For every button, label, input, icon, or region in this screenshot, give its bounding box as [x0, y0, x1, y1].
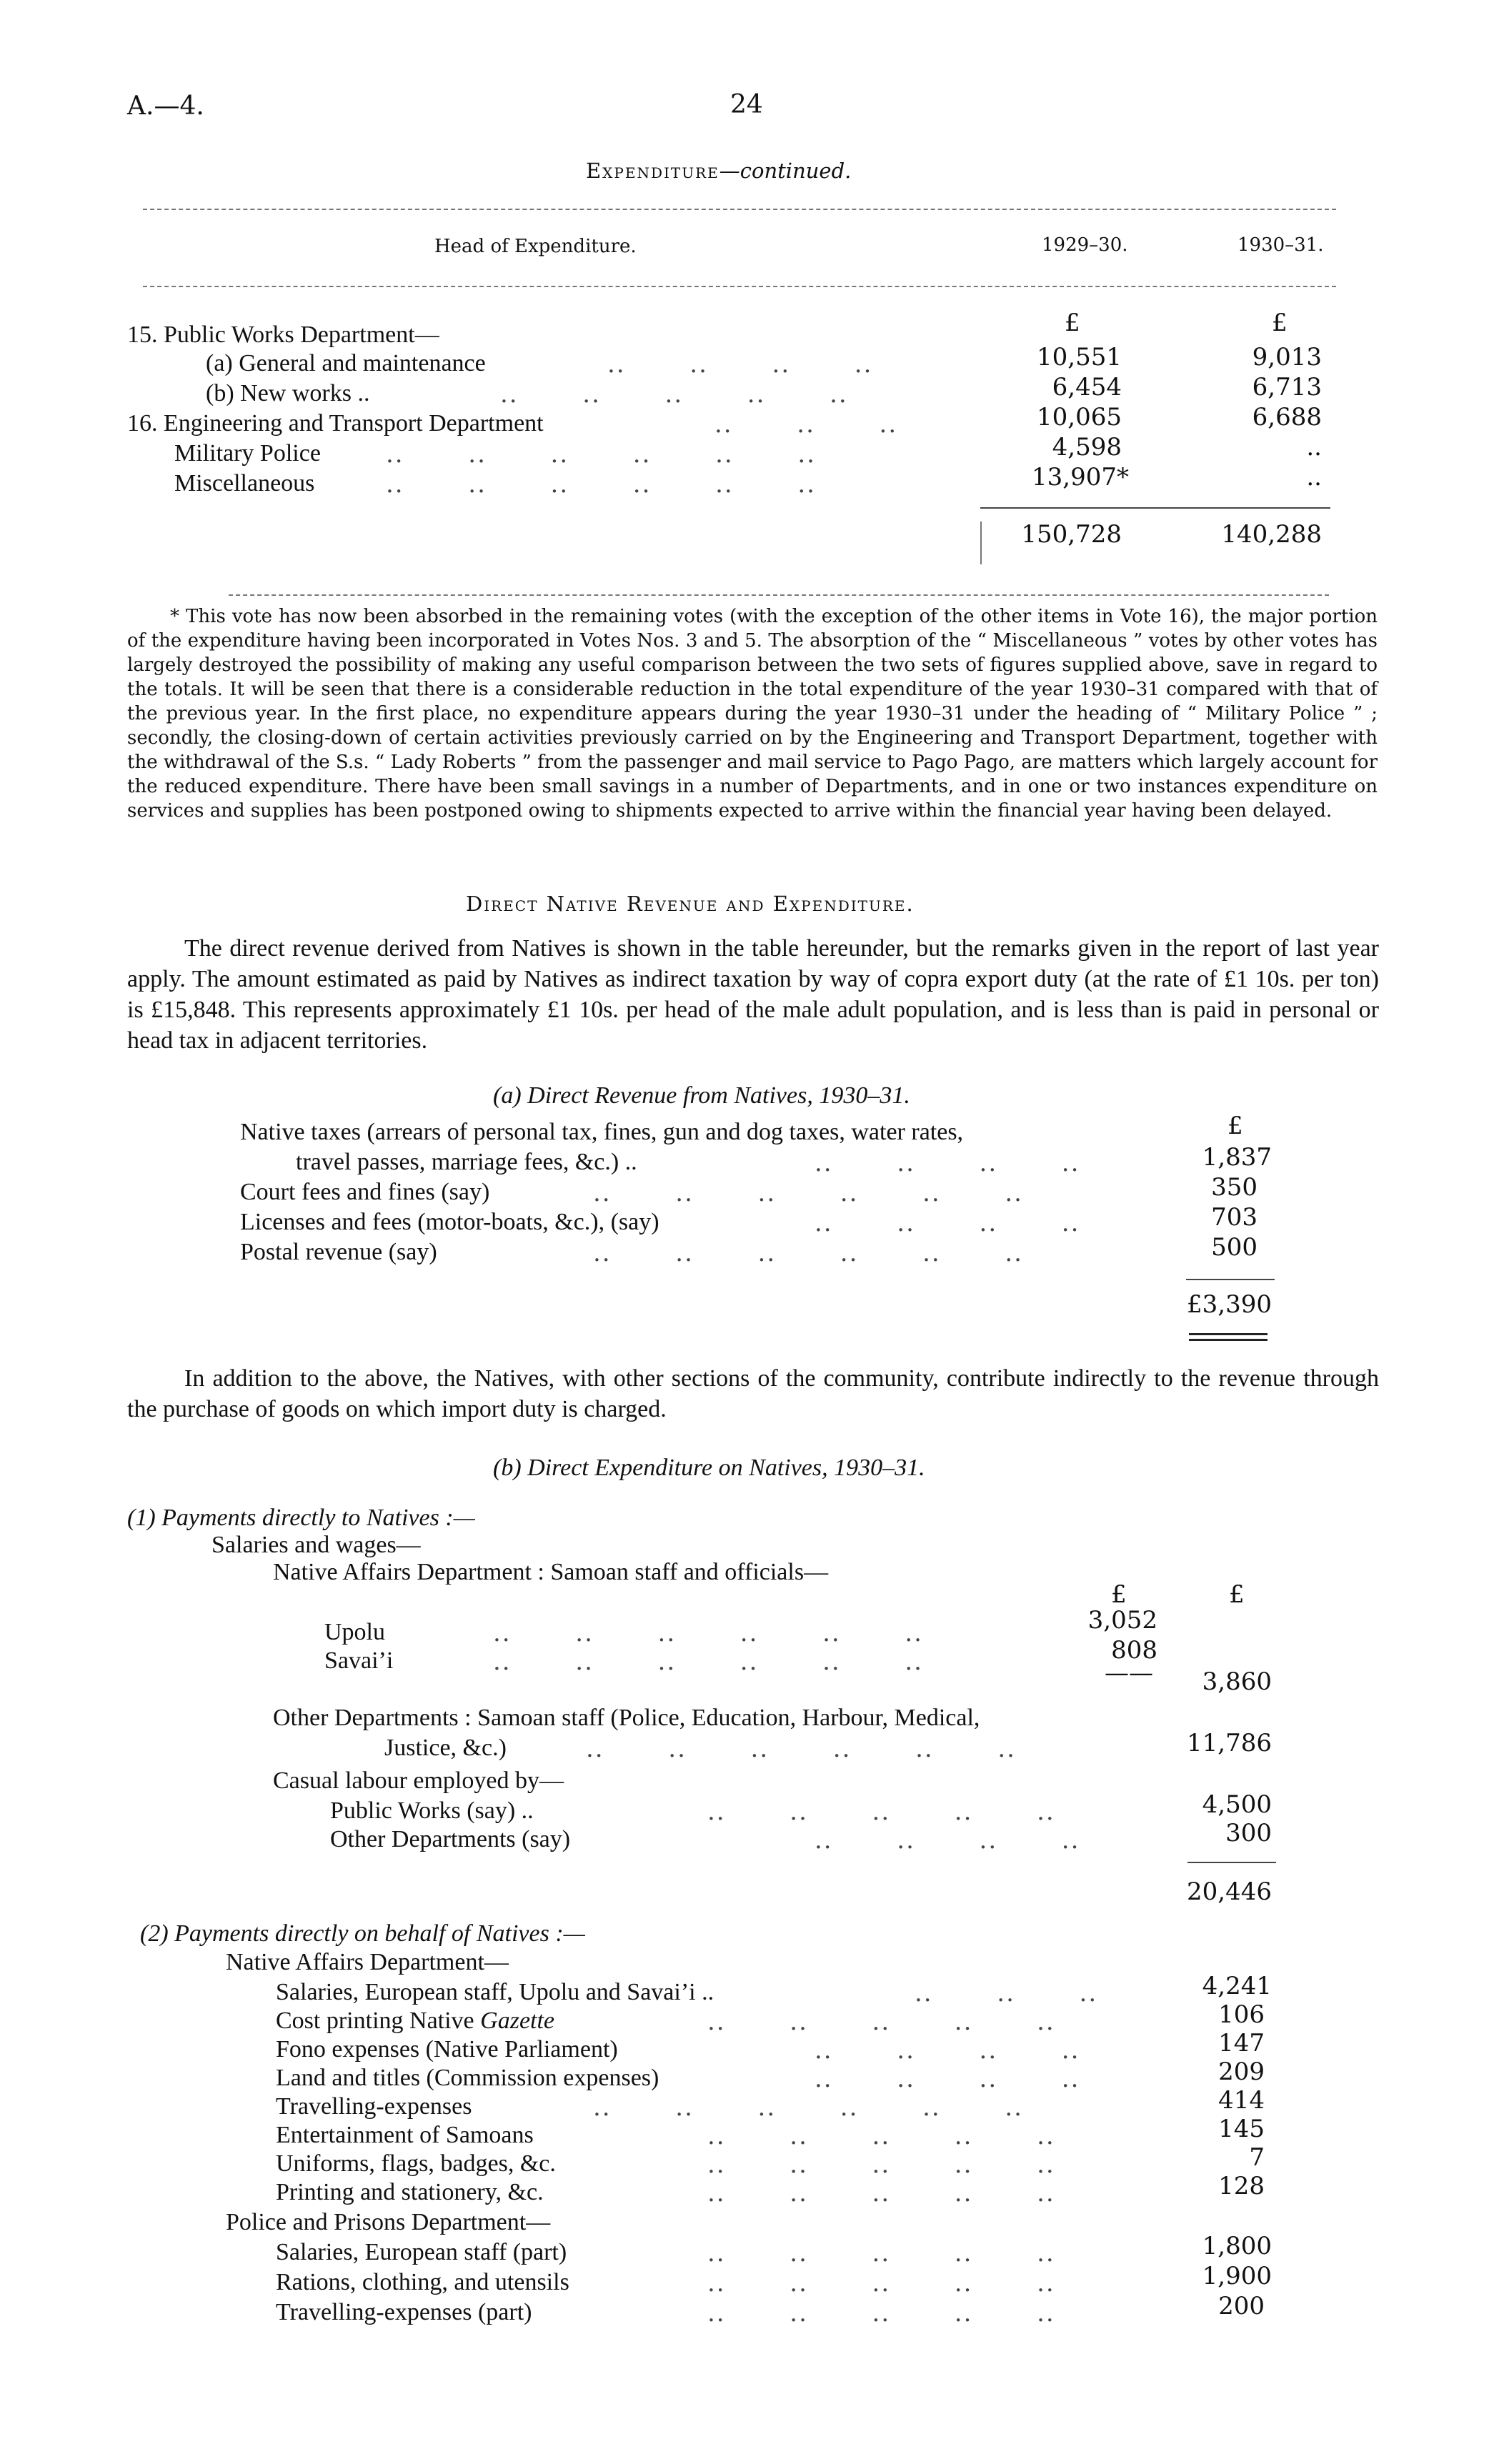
section2-title: (2) Payments directly on behalf of Natives :—	[140, 1920, 585, 1947]
table-header-rule	[143, 286, 1336, 287]
leader-dots: .. .. .. .. .. ..	[493, 1647, 923, 1676]
naa-item-label: Printing and stationery, &c.	[276, 2179, 544, 2205]
section1-total-rule	[1187, 1862, 1276, 1863]
naa-item-value: 145	[1218, 2115, 1265, 2143]
gazette-italic: Gazette	[480, 2007, 555, 2034]
expenditure-total-1929: 150,728	[1021, 520, 1122, 549]
revenue-total-rule	[1186, 1279, 1275, 1280]
other-departments-label: Other Departments : Samoan staff (Police, Education, Harbour, Medical,	[273, 1705, 980, 1731]
table-top-rule	[143, 209, 1336, 210]
expenditure-value-1929: 13,907*	[1032, 463, 1129, 492]
total-divider	[980, 522, 982, 564]
expenditure-row-label: 16. Engineering and Transport Department	[127, 410, 544, 437]
revenue-double-rule	[1189, 1339, 1268, 1341]
revenue-total: £3,390	[1187, 1290, 1272, 1319]
addition-paragraph: In addition to the above, the Natives, with other sections of the community, contribute indirectly to the revenue through the purchase of goods on which import duty is charged.	[127, 1365, 1379, 1422]
expenditure-value-1930: 6,688	[1252, 403, 1322, 432]
expenditure-title-cont: —continued.	[719, 159, 852, 183]
upolu-value: 3,052	[1087, 1606, 1157, 1635]
revenue-row-label: Native taxes (arrears of personal tax, fines, gun and dog taxes, water rates,	[240, 1119, 964, 1145]
expenditure-value-1930: ..	[1306, 463, 1322, 492]
leader-dots: .. .. .. .. ..	[707, 2122, 1055, 2150]
police-item-label: Salaries, European staff (part)	[276, 2239, 567, 2265]
currency-1930: £	[1272, 309, 1288, 337]
revenue-value: 500	[1211, 1233, 1258, 1262]
other-departments-casual-value: 300	[1225, 1819, 1272, 1847]
leader-dots: .. .. .. .. .. ..	[593, 2093, 1023, 2122]
leader-dots: .. .. .. .. ..	[707, 2179, 1055, 2208]
naa-item-value: 209	[1218, 2058, 1265, 2086]
footnote-rule	[229, 594, 1329, 596]
currency-col-b: £	[1229, 1580, 1245, 1609]
expenditure-value-1929: 10,065	[1037, 403, 1122, 432]
naa-item-label-text: Cost printing Native	[276, 2007, 481, 2034]
public-works-label: Public Works (say) ..	[330, 1797, 534, 1824]
currency-col-a: £	[1111, 1580, 1127, 1609]
revenue-row-label: Postal revenue (say)	[240, 1239, 437, 1265]
leader-dots: .. .. .. .. .. ..	[386, 440, 816, 469]
col-1929-30-header: 1929–30.	[1042, 234, 1128, 256]
revenue-row-label: Court fees and fines (say)	[240, 1179, 490, 1205]
revenue-currency: £	[1227, 1112, 1243, 1140]
other-departments-label-cont: Justice, &c.)	[384, 1735, 507, 1761]
leader-dots: .. .. ..	[915, 1979, 1098, 2007]
leader-dots: .. .. .. ..	[607, 350, 873, 379]
leader-dots: .. .. .. ..	[815, 2065, 1080, 2093]
page-number: 24	[730, 90, 763, 119]
revenue-title: (a) Direct Revenue from Natives, 1930–31.	[493, 1082, 910, 1109]
expenditure-natives-title: (b) Direct Expenditure on Natives, 1930–31.	[493, 1455, 925, 1481]
expenditure-value-1929: 6,454	[1052, 373, 1122, 401]
revenue-value: 703	[1211, 1203, 1258, 1232]
leader-dots: .. .. .. .. ..	[707, 2269, 1055, 2298]
expenditure-row-label: (b) New works ..	[206, 380, 370, 406]
leader-dots: .. .. .. .. ..	[707, 2239, 1055, 2268]
naa-heading: Native Affairs Department—	[226, 1949, 509, 1975]
naa-samoan-staff: Native Affairs Department : Samoan staff and officials—	[273, 1559, 829, 1585]
salaries-and-wages: Salaries and wages—	[211, 1532, 421, 1558]
police-item-value: 1,800	[1202, 2232, 1272, 2260]
savaii-value: 808	[1111, 1636, 1157, 1665]
revenue-double-rule	[1189, 1333, 1268, 1335]
document-reference: A.—4.	[127, 91, 204, 121]
leader-dots: .. .. .. .. ..	[707, 1797, 1055, 1826]
police-item-value: 200	[1218, 2292, 1265, 2320]
expenditure-row-label: Miscellaneous	[174, 470, 315, 497]
expenditure-row-label: (a) General and maintenance	[206, 350, 486, 376]
leader-dots: .. .. .. .. ..	[500, 380, 848, 409]
total-rule	[980, 507, 1330, 509]
revenue-row-label: travel passes, marriage fees, &c.) ..	[296, 1149, 637, 1175]
revenue-value: 350	[1211, 1173, 1258, 1202]
leader-dots: .. .. .. ..	[815, 1209, 1080, 1237]
expenditure-title	[586, 159, 851, 183]
leader-dots: .. .. .. .. .. ..	[593, 1239, 1023, 1267]
naa-item-value: 128	[1218, 2172, 1265, 2200]
subtotal-dash: ——	[1105, 1659, 1153, 1687]
leader-dots: .. .. ..	[714, 410, 898, 439]
leader-dots: .. .. .. ..	[815, 2036, 1080, 2065]
naa-item-label: Travelling-expenses	[276, 2093, 472, 2120]
expenditure-value-1929: 4,598	[1052, 433, 1122, 462]
revenue-value: 1,837	[1202, 1143, 1272, 1172]
revenue-row-label: Licenses and fees (motor-boats, &c.), (say)	[240, 1209, 659, 1235]
naa-item-value: 106	[1218, 2000, 1265, 2029]
leader-dots: .. .. .. .. ..	[707, 2007, 1055, 2036]
leader-dots: .. .. .. .. ..	[707, 2150, 1055, 2179]
police-item-value: 1,900	[1202, 2262, 1272, 2290]
leader-dots: .. .. .. .. ..	[707, 2299, 1055, 2328]
upolu-savaii-subtotal: 3,860	[1202, 1667, 1272, 1696]
footnote-text: * This vote has now been absorbed in the remaining votes (with the exception of the other items in Vote 16), the major portion of the expenditure having been incorporated in Votes Nos. 3 and 5. The absorption of the “ Miscellaneous ” votes by other votes has largely destroyed the possibility of making any useful comparison between the two sets of figures supplied above, save in regard to the totals. It will be seen that there is a considerable reduction in the total expenditure of the year 1930–31 compared with that of the previous year. In the first place, no expenditure appears during the year 1930–31 under the heading of “ Military Police ” ; secondly, the closing-down of certain activities previously carried on by the Engineering and Transport Department, together with the withdrawal of the S.s. “ Lady Roberts ” from the passenger and mail service to Pago Pago, are matters which largely account for the reduced expenditure. There have been small savings in a number of Departments, and in one or two instances expenditure on services and supplies has been postponed owing to shipments expected to arrive within the financial year having been delayed.	[127, 606, 1378, 822]
native-intro-paragraph: The direct revenue derived from Natives is shown in the table hereunder, but the remarks given in the report of last year apply. The amount estimated as paid by Natives as indirect taxation by way of copra export duty (at the rate of £1 10s. per ton) is £15,848. This represents approximately £1 10s. per head of the male adult population, and is less than is paid in personal or head tax in adjacent territories.	[127, 935, 1379, 1054]
leader-dots: .. .. .. ..	[815, 1149, 1080, 1177]
section1-title: (1) Payments directly to Natives :—	[127, 1505, 475, 1531]
casual-labour-label: Casual labour employed by—	[273, 1767, 564, 1794]
other-departments-value: 11,786	[1187, 1729, 1272, 1757]
naa-item-label: Uniforms, flags, badges, &c.	[276, 2150, 556, 2177]
naa-item-label: Entertainment of Samoans	[276, 2122, 534, 2148]
naa-item-value: 4,241	[1202, 1972, 1272, 2000]
currency-1929: £	[1065, 309, 1080, 337]
public-works-value: 4,500	[1202, 1790, 1272, 1819]
upolu-label: Upolu	[324, 1619, 385, 1645]
naa-item-label: Salaries, European staff, Upolu and Savai’i ..	[276, 1979, 714, 2005]
leader-dots: .. .. .. .. .. ..	[386, 470, 816, 499]
expenditure-value-1930: ..	[1306, 433, 1322, 462]
expenditure-total-1930: 140,288	[1221, 520, 1322, 549]
expenditure-row-label: 15. Public Works Department—	[127, 321, 439, 348]
police-item-label: Travelling-expenses (part)	[276, 2299, 532, 2325]
expenditure-row-label: Military Police	[174, 440, 321, 467]
native-section-heading: Direct Native Revenue and Expenditure.	[466, 892, 915, 916]
head-of-expenditure-label: Head of Expenditure.	[434, 236, 637, 257]
leader-dots: .. .. .. .. .. ..	[493, 1619, 923, 1647]
expenditure-value-1930: 9,013	[1252, 343, 1322, 371]
police-heading: Police and Prisons Department—	[226, 2209, 551, 2235]
expenditure-value-1929: 10,551	[1037, 343, 1122, 371]
col-1930-31-header: 1930–31.	[1237, 234, 1324, 256]
naa-item-label	[276, 2007, 554, 2035]
police-item-label: Rations, clothing, and utensils	[276, 2269, 569, 2295]
leader-dots: .. .. .. .. .. ..	[593, 1179, 1023, 1207]
naa-item-value: 147	[1218, 2029, 1265, 2058]
naa-item-value: 7	[1249, 2143, 1265, 2172]
naa-item-value: 414	[1218, 2086, 1265, 2115]
naa-item-label: Fono expenses (Native Parliament)	[276, 2036, 618, 2063]
leader-dots: .. .. .. ..	[815, 1826, 1080, 1855]
other-departments-casual-label: Other Departments (say)	[330, 1826, 571, 1852]
expenditure-title-sc: Expenditure	[586, 159, 719, 183]
leader-dots: .. .. .. .. .. ..	[586, 1735, 1016, 1763]
section1-total: 20,446	[1187, 1877, 1272, 1906]
naa-item-label: Land and titles (Commission expenses)	[276, 2065, 659, 2091]
expenditure-value-1930: 6,713	[1252, 373, 1322, 401]
savaii-label: Savai’i	[324, 1647, 394, 1674]
